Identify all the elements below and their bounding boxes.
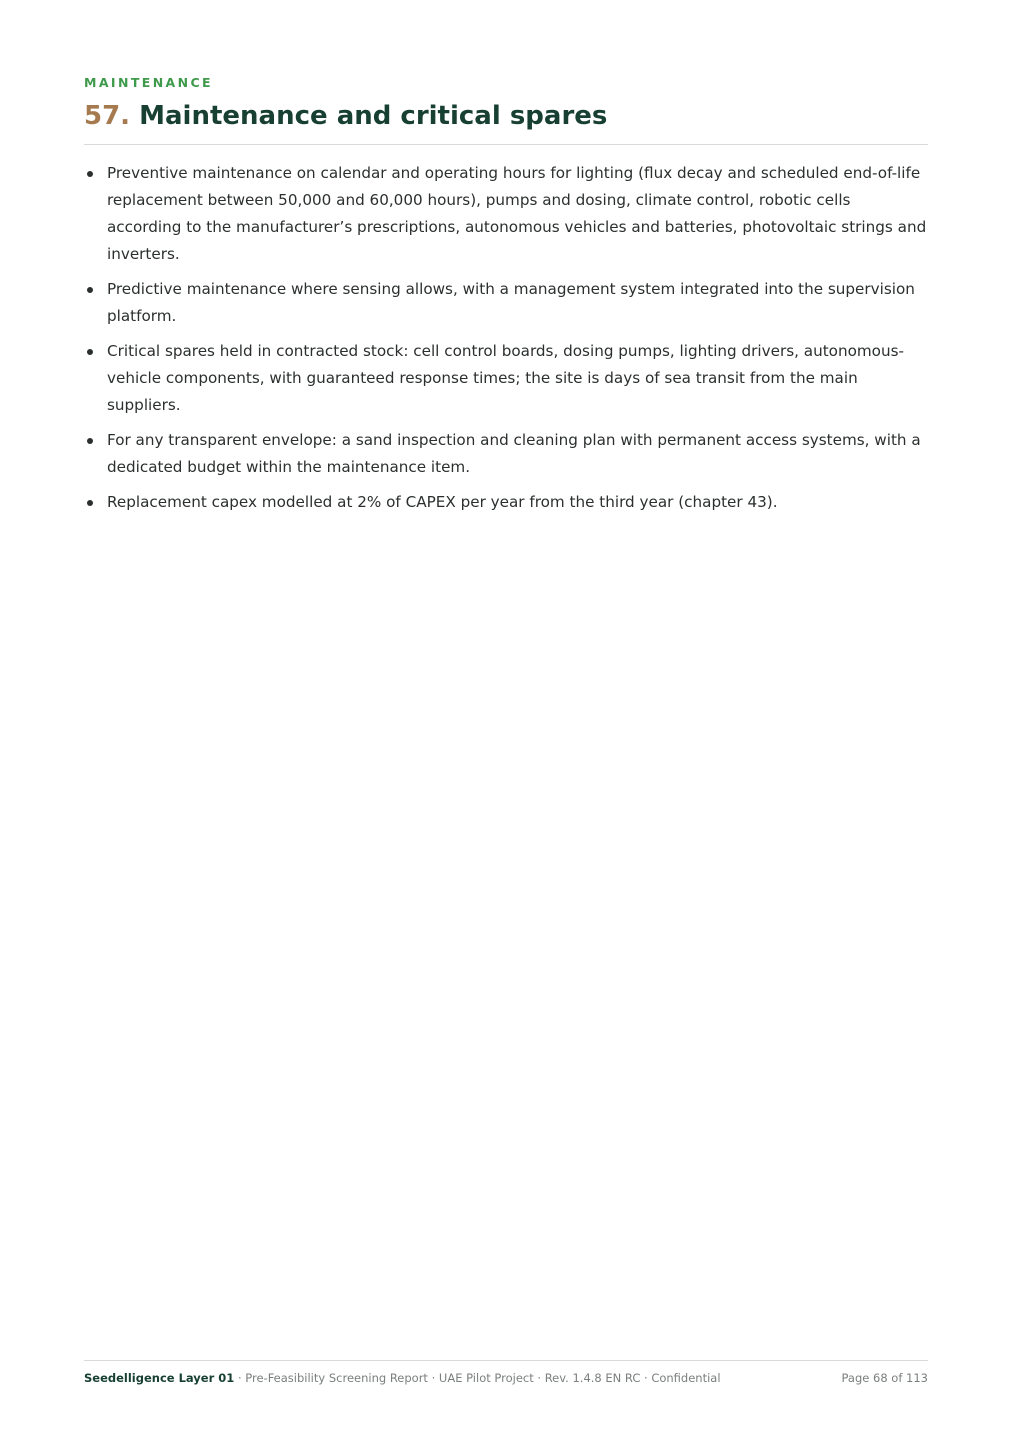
list-item-text: Replacement capex modelled at 2% of CAPEX per year from the third year (chapter 43).	[107, 493, 778, 511]
title-divider	[84, 144, 928, 145]
footer-brand: Seedelligence Layer 01	[84, 1371, 235, 1385]
section-title: Maintenance and critical spares	[139, 101, 608, 131]
list-item-text: Preventive maintenance on calendar and operating hours for lighting (flux decay and scheduled end-of-life replacement between 50,000 and 60,000 hours), pumps and dosing, climate control, robotic cells according to the manufacturer’s prescriptions, autonomous vehicles and batteries, photovoltaic strings and inverters.	[107, 164, 927, 263]
bullet-icon	[87, 171, 93, 177]
list-item-text: Predictive maintenance where sensing allows, with a management system integrated into the supervision platform.	[107, 280, 915, 325]
list-item-text: For any transparent envelope: a sand inspection and cleaning plan with permanent access systems, with a dedicated budget within the maintenance item.	[107, 431, 921, 476]
list-item	[84, 489, 928, 516]
list-item	[84, 338, 928, 419]
section-eyebrow: MAINTENANCE	[84, 75, 214, 90]
footer-divider	[84, 1360, 928, 1361]
bullet-icon	[87, 500, 93, 506]
bullet-icon	[87, 438, 93, 444]
section-number: 57.	[84, 101, 131, 131]
list-item	[84, 276, 928, 330]
bullet-list	[84, 160, 928, 524]
bullet-icon	[87, 287, 93, 293]
page-title	[84, 101, 607, 131]
bullet-icon	[87, 349, 93, 355]
page-number: Page 68 of 113	[841, 1371, 928, 1385]
list-item	[84, 160, 928, 268]
footer-details: · Pre-Feasibility Screening Report · UAE Pilot Project · Rev. 1.4.8 EN RC · Confidential	[234, 1371, 721, 1385]
list-item-text: Critical spares held in contracted stock: cell control boards, dosing pumps, lighting drivers, autonomous-vehicle components, with guaranteed response times; the site is days of sea transit from the main suppliers.	[107, 342, 904, 414]
footer-info	[84, 1371, 721, 1385]
list-item	[84, 427, 928, 481]
